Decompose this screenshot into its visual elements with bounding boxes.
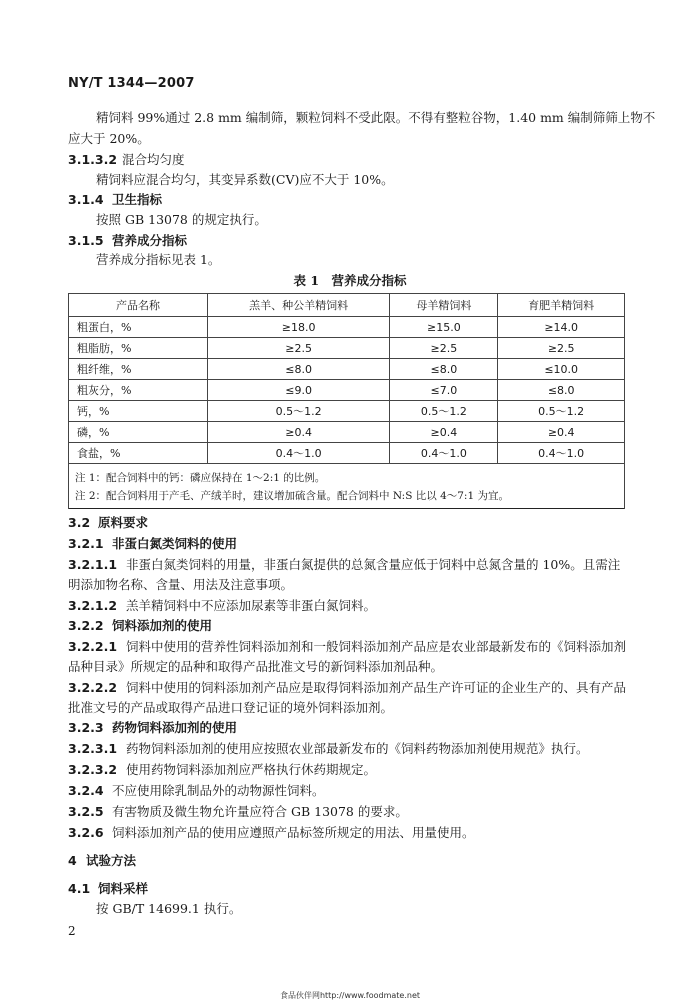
section-title: 原料要求: [98, 515, 149, 530]
section-title: 药物饲料添加剂的使用: [112, 720, 238, 735]
section-text: 饲料中使用的饲料添加剂产品应是取得饲料添加剂产品生产许可证的企业生产的、具有产品: [126, 680, 627, 695]
standard-number: NY/T 1344—2007: [68, 76, 195, 91]
section-title: 饲料添加剂的使用: [112, 618, 213, 633]
table-cell: ≥18.0: [208, 317, 390, 338]
section-3-1-5-body: 营养成分指标见表 1。: [96, 252, 221, 267]
table-cell: 0.5～1.2: [208, 401, 390, 422]
table-cell: ≤7.0: [390, 380, 498, 401]
section-number: 3.2.6: [68, 825, 104, 840]
table-note-2: 注 2：配合饲料用于产毛、产绒羊时，建议增加硫含量。配合饲料中 N:S 比以 4～7:1 为宜。: [69, 486, 625, 509]
section-text: 饲料中使用的营养性饲料添加剂和一般饲料添加剂产品应是农业部最新发布的《饲料添加剂: [126, 639, 627, 654]
footer-watermark: 食品伙伴网http://www.foodmate.net: [279, 991, 421, 1000]
section-number: 3.2.5: [68, 804, 104, 819]
section-3-2-6: [68, 825, 475, 841]
section-3-2-1-1-line-2: 明添加物名称、含量、用法及注意事项。: [68, 577, 294, 592]
section-title: 饲料采样: [98, 881, 149, 896]
table-cell: ≥2.5: [390, 338, 498, 359]
row-label: 磷，%: [69, 422, 208, 443]
section-3-2-1-2: [68, 598, 376, 614]
section-3-2-2-1-line-2: 品种目录》所规定的品种和取得产品批准文号的新饲料添加剂品种。: [68, 659, 444, 674]
section-number: 3.2.3: [68, 720, 104, 735]
table-row: [69, 317, 625, 338]
section-3-2-1-1-line-1: [68, 557, 620, 573]
section-text: 不应使用除乳制品外的动物源性饲料。: [112, 783, 325, 798]
section-number: 3.2.1: [68, 536, 104, 551]
row-label: 钙，%: [69, 401, 208, 422]
section-number: 3.2: [68, 515, 91, 530]
table-cell: ≥0.4: [208, 422, 390, 443]
table-row: [69, 443, 625, 464]
table-cell: ≥0.4: [390, 422, 498, 443]
table-row: [69, 338, 625, 359]
section-number: 3.2.1.1: [68, 557, 118, 572]
table-cell: ≥2.5: [208, 338, 390, 359]
row-label: 粗脂肪，%: [69, 338, 208, 359]
section-3-2-2-2-line-2: 批准文号的产品或取得产品进口登记证的境外饲料添加剂。: [68, 700, 394, 715]
section-number: 4.1: [68, 881, 91, 896]
table-cell: ≥15.0: [390, 317, 498, 338]
section-3-2-heading: [68, 515, 148, 531]
section-number: 3.1.5: [68, 233, 104, 248]
table-row: [69, 401, 625, 422]
section-number: 3.2.3.2: [68, 762, 118, 777]
section-number: 3.1.4: [68, 192, 104, 207]
section-3-2-3-heading: [68, 720, 237, 736]
table-cell: ≤9.0: [208, 380, 390, 401]
table-row: [69, 422, 625, 443]
section-3-2-3-2: [68, 762, 376, 778]
section-4-1-heading: [68, 881, 148, 897]
table-note-row: [69, 464, 625, 487]
table-cell: ≤8.0: [208, 359, 390, 380]
table-header-row: [69, 294, 625, 317]
column-header: 羔羊、种公羊精饲料: [208, 294, 390, 317]
column-header: 产品名称: [69, 294, 208, 317]
row-label: 粗灰分，%: [69, 380, 208, 401]
section-4-heading: [68, 853, 136, 869]
section-3-2-2-1-line-1: [68, 639, 626, 655]
table-cell: 0.5～1.2: [390, 401, 498, 422]
nutrition-table: [68, 293, 625, 509]
section-3-1-3-2-heading: [68, 152, 185, 168]
table-cell: ≤8.0: [498, 380, 625, 401]
intro-line-2: 应大于 20%。: [68, 131, 150, 146]
section-number: 3.1.3.2: [68, 152, 118, 167]
table-cell: ≥14.0: [498, 317, 625, 338]
table-cell: ≥2.5: [498, 338, 625, 359]
section-title: 混合均匀度: [122, 152, 185, 167]
section-number: 3.2.2: [68, 618, 104, 633]
section-number: 3.2.1.2: [68, 598, 118, 613]
section-text: 非蛋白氮类饲料的用量，非蛋白氮提供的总氮含量应低于饲料中总氮含量的 10%。且需注: [126, 557, 621, 572]
section-number: 3.2.2.2: [68, 680, 118, 695]
section-3-2-2-heading: [68, 618, 212, 634]
section-3-2-3-1: [68, 741, 589, 757]
section-title: 营养成分指标: [112, 233, 188, 248]
section-3-2-5: [68, 804, 408, 820]
section-text: 羔羊精饲料中不应添加尿素等非蛋白氮饲料。: [126, 598, 377, 613]
table-row: [69, 380, 625, 401]
table-cell: 0.4～1.0: [208, 443, 390, 464]
row-label: 粗纤维，%: [69, 359, 208, 380]
table-note-row: [69, 486, 625, 509]
section-text: 使用药物饲料添加剂应严格执行休药期规定。: [126, 762, 377, 777]
section-text: 药物饲料添加剂的使用应按照农业部最新发布的《饲料药物添加剂使用规范》执行。: [126, 741, 589, 756]
section-number: 4: [68, 853, 77, 868]
section-title: 试验方法: [86, 853, 137, 868]
section-3-2-1-heading: [68, 536, 237, 552]
section-3-2-2-2-line-1: [68, 680, 626, 696]
column-header: 育肥羊精饲料: [498, 294, 625, 317]
row-label: 粗蛋白，%: [69, 317, 208, 338]
table-note-1: 注 1：配合饲料中的钙：磷应保持在 1～2:1 的比例。: [69, 464, 625, 487]
table-row: [69, 359, 625, 380]
section-4-1-body: 按 GB/T 14699.1 执行。: [96, 901, 242, 916]
section-title: 卫生指标: [112, 192, 163, 207]
intro-line-1: 精饲料 99%通过 2.8 mm 编制筛，颗粒饲料不受此限。不得有整粒谷物，1.40 mm 编制筛筛上物不: [96, 110, 656, 125]
table-cell: 0.4～1.0: [390, 443, 498, 464]
section-3-1-4-body: 按照 GB 13078 的规定执行。: [96, 212, 267, 227]
section-number: 3.2.3.1: [68, 741, 118, 756]
section-number: 3.2.2.1: [68, 639, 118, 654]
table-cell: ≥0.4: [498, 422, 625, 443]
row-label: 食盐，%: [69, 443, 208, 464]
column-header: 母羊精饲料: [390, 294, 498, 317]
section-text: 饲料添加剂产品的使用应遵照产品标签所规定的用法、用量使用。: [112, 825, 475, 840]
page-number: 2: [68, 924, 76, 938]
section-3-1-3-2-body: 精饲料应混合均匀，其变异系数(CV)应不大于 10%。: [96, 172, 394, 187]
section-3-2-4: [68, 783, 325, 799]
table-caption: 表 1 营养成分指标: [293, 273, 407, 288]
section-number: 3.2.4: [68, 783, 104, 798]
table-cell: 0.4～1.0: [498, 443, 625, 464]
table-cell: ≤8.0: [390, 359, 498, 380]
section-3-1-4-heading: [68, 192, 162, 208]
table-cell: 0.5～1.2: [498, 401, 625, 422]
section-title: 非蛋白氮类饲料的使用: [112, 536, 238, 551]
table-cell: ≤10.0: [498, 359, 625, 380]
section-text: 有害物质及微生物允许量应符合 GB 13078 的要求。: [112, 804, 408, 819]
section-3-1-5-heading: [68, 233, 187, 249]
